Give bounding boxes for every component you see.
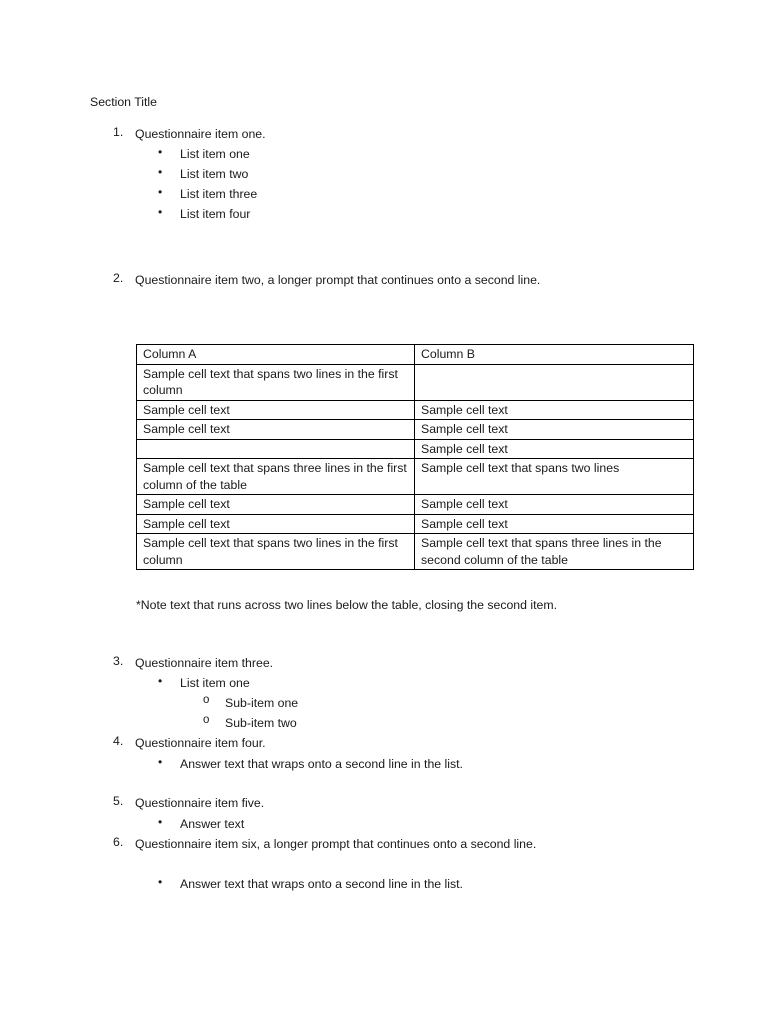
question-number: 3. <box>113 654 124 668</box>
table-cell: Sample cell text <box>137 514 415 534</box>
table-header: Column B <box>415 345 694 365</box>
table-cell: Sample cell text <box>415 514 694 534</box>
list-item <box>158 145 698 165</box>
table-cell: Sample cell text that spans three lines in the first column of the table <box>137 459 415 495</box>
table-row <box>137 400 694 420</box>
bullet-icon: • <box>158 674 163 688</box>
question-3 <box>113 654 693 674</box>
question-4 <box>113 734 693 754</box>
question-text: Questionnaire item five. <box>135 796 265 810</box>
question-number: 1. <box>113 125 124 139</box>
table-row <box>137 364 694 400</box>
table-cell: Sample cell text <box>137 495 415 515</box>
question-text: Questionnaire item two, a longer prompt that continues onto a second line. <box>135 273 541 287</box>
circle-bullet-icon: o <box>203 714 210 726</box>
question-5 <box>113 794 693 814</box>
list-item-text: Answer text that wraps onto a second line in the list. <box>180 877 463 891</box>
table-cell: Sample cell text that spans two lines in the first column <box>137 364 415 400</box>
question-text: Questionnaire item four. <box>135 736 266 750</box>
table-row <box>137 495 694 515</box>
table-row <box>137 420 694 440</box>
list-item-text: Answer text <box>180 817 245 831</box>
question-number: 4. <box>113 734 124 748</box>
list-item <box>158 205 698 225</box>
table-cell: Sample cell text that spans two lines <box>415 459 694 495</box>
list-item-text: List item two <box>180 167 249 181</box>
sub-list-item <box>203 694 703 714</box>
table-cell: Sample cell text that spans three lines in the second column of the table <box>415 534 694 570</box>
list-item <box>158 755 663 775</box>
table-header: Column A <box>137 345 415 365</box>
question-text: Questionnaire item six, a longer prompt that continues onto a second line. <box>135 837 537 851</box>
question-1 <box>113 125 693 145</box>
sub-list-item-text: Sub-item two <box>225 716 297 730</box>
table-cell: Sample cell text <box>415 400 694 420</box>
question-text: Questionnaire item three. <box>135 656 274 670</box>
sub-list-item-text: Sub-item one <box>225 696 299 710</box>
circle-bullet-icon: o <box>203 694 210 706</box>
list-item <box>158 815 698 835</box>
bullet-icon: • <box>158 165 163 179</box>
bullet-icon: • <box>158 815 163 829</box>
bullet-icon: • <box>158 755 163 769</box>
list-item <box>158 875 663 895</box>
table-row <box>137 459 694 495</box>
list-item <box>158 674 698 694</box>
table-cell: Sample cell text <box>415 495 694 515</box>
list-item-text: List item one <box>180 676 250 690</box>
bullet-icon: • <box>158 205 163 219</box>
list-item <box>158 165 698 185</box>
question-text: Questionnaire item one. <box>135 127 266 141</box>
page-title: Section Title <box>90 95 157 109</box>
table-cell: Sample cell text <box>415 420 694 440</box>
bullet-icon: • <box>158 875 163 889</box>
question-number: 5. <box>113 794 124 808</box>
list-item-text: List item four <box>180 207 251 221</box>
list-item-text: List item one <box>180 147 250 161</box>
table-cell: Sample cell text that spans two lines in the first column <box>137 534 415 570</box>
question-2 <box>113 271 673 291</box>
list-item <box>158 185 698 205</box>
sub-list-item <box>203 714 703 734</box>
table-row <box>137 439 694 459</box>
table-cell <box>137 439 415 459</box>
list-item-text: List item three <box>180 187 258 201</box>
table-row <box>137 534 694 570</box>
table-cell <box>415 364 694 400</box>
bullet-icon: • <box>158 145 163 159</box>
question-6 <box>113 835 658 855</box>
table-cell: Sample cell text <box>137 400 415 420</box>
table-cell: Sample cell text <box>137 420 415 440</box>
table-note: *Note text that runs across two lines below the table, closing the second item. <box>136 598 558 612</box>
question-number: 2. <box>113 271 124 285</box>
question-number: 6. <box>113 835 124 849</box>
table-cell: Sample cell text <box>415 439 694 459</box>
table-row <box>137 514 694 534</box>
list-item-text: Answer text that wraps onto a second line in the list. <box>180 757 463 771</box>
table-header-row <box>137 345 694 365</box>
bullet-icon: • <box>158 185 163 199</box>
activities-table <box>136 344 694 570</box>
